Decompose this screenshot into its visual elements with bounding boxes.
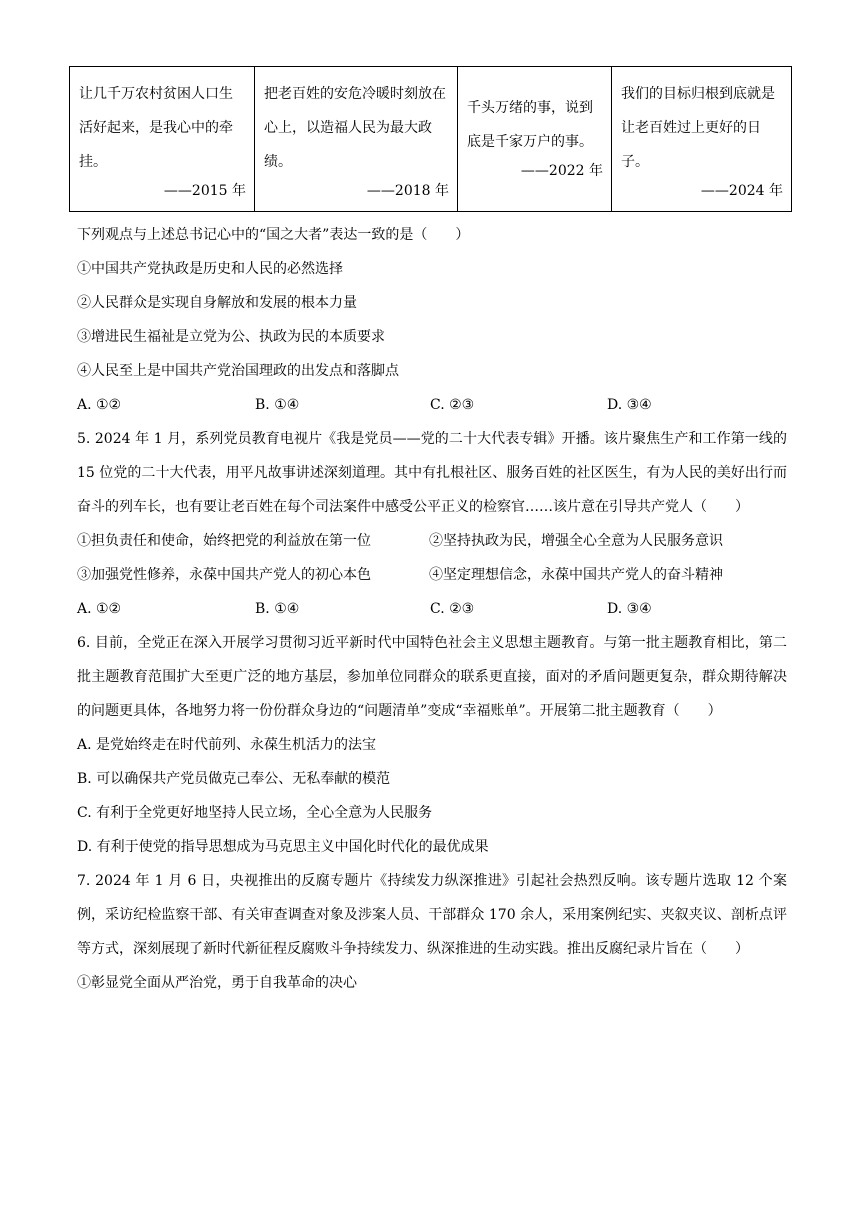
option-b[interactable]: B. ①④ xyxy=(255,601,300,617)
question-6 xyxy=(77,626,787,864)
question-stem: 下列观点与上述总书记心中的“国之大者”表达一致的是（ ） xyxy=(77,227,470,243)
answer-options xyxy=(77,592,787,626)
statement-row xyxy=(77,558,787,592)
question-7 xyxy=(77,864,787,1000)
option-a[interactable]: A. ①② xyxy=(77,601,122,617)
statement-row xyxy=(77,524,787,558)
quote-cell-2015 xyxy=(70,67,255,212)
statement: ④坚定理想信念，永葆中国共产党人的奋斗精神 xyxy=(429,567,723,583)
option-a[interactable]: A. 是党始终走在时代前列、永葆生机活力的法宝 xyxy=(77,737,377,753)
quote-cell-2022 xyxy=(458,67,612,212)
statement: ③加强党性修养，永葆中国共产党人的初心本色 xyxy=(77,567,371,583)
quote-year: ——2018 年 xyxy=(366,183,449,199)
option-d[interactable]: D. ③④ xyxy=(607,397,652,413)
quote-text: 让几千万农村贫困人口生活好起来，是我心中的牵挂。 xyxy=(79,86,233,170)
questions xyxy=(77,218,787,1000)
statement: ②人民群众是实现自身解放和发展的根本力量 xyxy=(77,295,357,311)
quote-year: ——2022 年 xyxy=(520,163,603,179)
option-d[interactable]: D. 有利于使党的指导思想成为马克思主义中国化时代化的最优成果 xyxy=(77,839,489,855)
option-b[interactable]: B. 可以确保共产党员做克己奉公、无私奉献的模范 xyxy=(77,771,391,787)
quote-text: 我们的目标归根到底就是让老百姓过上更好的日子。 xyxy=(621,86,775,170)
option-b[interactable]: B. ①④ xyxy=(255,397,300,413)
question-stem: 5. 2024 年 1 月，系列党员教育电视片《我是党员——党的二十大代表专辑》开播。该片聚焦生产和工作第一线的 15 位党的二十大代表，用平凡故事讲述深刻道理。其中有扎根社区、服务百姓的社区医生，有为人民的美好出行而奋斗的列车长，也有要让老百姓在每个司法案件中感受公平正义的检察官……该片意在引导共产党人（ ） xyxy=(77,431,787,515)
statement: ①担负责任和使命，始终把党的利益放在第一位 xyxy=(77,533,371,549)
statement: ②坚持执政为民，增强全心全意为人民服务意识 xyxy=(429,533,723,549)
option-a[interactable]: A. ①② xyxy=(77,397,122,413)
quote-cell-2024 xyxy=(612,67,792,212)
quotes-table xyxy=(69,66,792,212)
option-c[interactable]: C. 有利于全党更好地坚持人民立场，全心全意为人民服务 xyxy=(77,805,433,821)
option-c[interactable]: C. ②③ xyxy=(430,397,475,413)
statement: ③增进民生福祉是立党为公、执政为民的本质要求 xyxy=(77,329,385,345)
question-stem: 7. 2024 年 1 月 6 日，央视推出的反腐专题片《持续发力纵深推进》引起社会热烈反响。该专题片选取 12 个案例，采访纪检监察干部、有关审查调查对象及涉案人员、干部群众 170 余人，采用案例纪实、夹叙夹议、剖析点评等方式，深刻展现了新时代新征程反腐败斗争持续发力、纵深推进的生动实践。推出反腐纪录片旨在（ ） xyxy=(77,873,787,957)
option-d[interactable]: D. ③④ xyxy=(607,601,652,617)
statement: ①中国共产党执政是历史和人民的必然选择 xyxy=(77,261,343,277)
option-c[interactable]: C. ②③ xyxy=(430,601,475,617)
answer-options xyxy=(77,388,787,422)
quote-text: 千头万绪的事，说到底是千家万户的事。 xyxy=(467,100,593,150)
question-stem: 6. 目前，全党正在深入开展学习贯彻习近平新时代中国特色社会主义思想主题教育。与第一批主题教育相比，第二批主题教育范围扩大至更广泛的地方基层，参加单位同群众的联系更直接，面对的矛盾问题更复杂，群众期待解决的问题更具体，各地努力将一份份群众身边的“问题清单”变成“幸福账单”。开展第二批主题教育（ ） xyxy=(77,635,787,719)
quote-cell-2018 xyxy=(255,67,458,212)
question-5 xyxy=(77,422,787,626)
statement: ④人民至上是中国共产党治国理政的出发点和落脚点 xyxy=(77,363,399,379)
question-4 xyxy=(77,218,787,422)
quote-year: ——2024 年 xyxy=(700,183,783,199)
quote-text: 把老百姓的安危冷暖时刻放在心上，以造福人民为最大政绩。 xyxy=(264,86,446,170)
statement: ①彰显党全面从严治党，勇于自我革命的决心 xyxy=(77,975,357,991)
quote-year: ——2015 年 xyxy=(163,183,246,199)
